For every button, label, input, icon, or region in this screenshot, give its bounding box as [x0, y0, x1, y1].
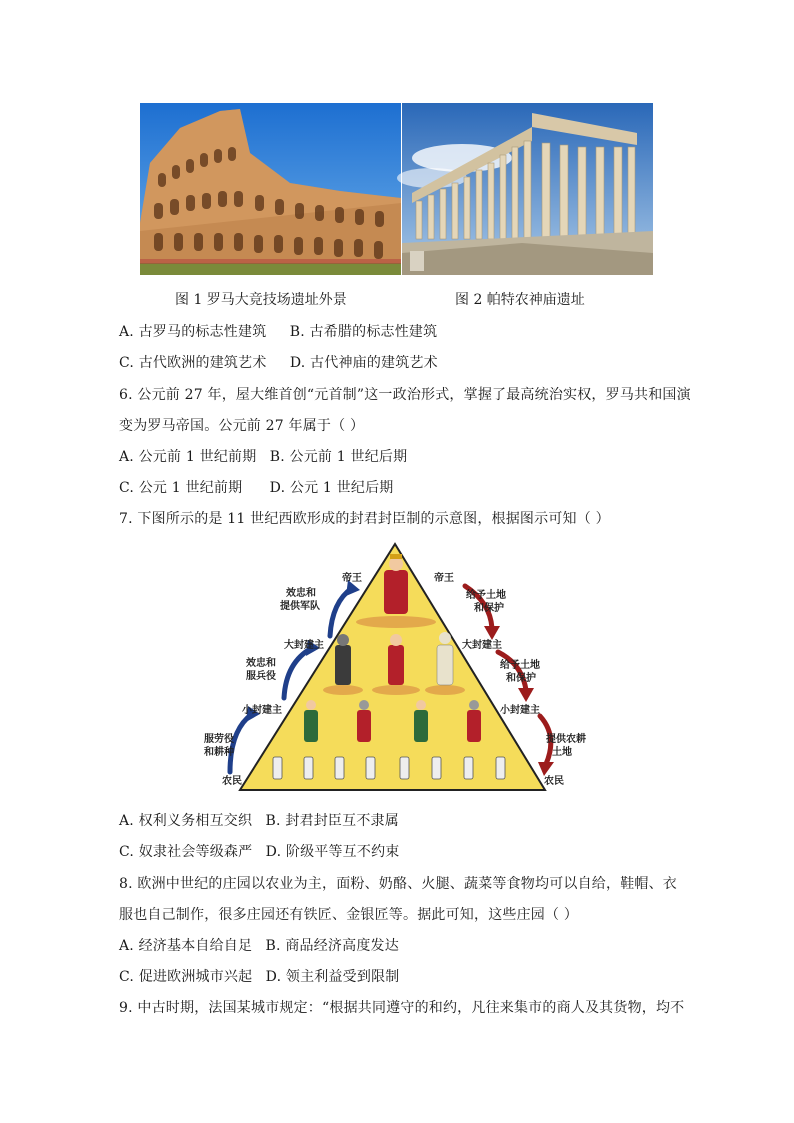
q6-option-b: B. 公元前 1 世纪后期: [269, 449, 408, 465]
label-left-small-lord: 小封建主: [242, 705, 282, 716]
down-arrow-3-text-2: 土地: [552, 747, 572, 758]
up-arrow-3-text-2: 和耕种: [204, 747, 234, 758]
q7-options-row-2: [119, 841, 399, 861]
up-arrow-2-text-2: 服兵役: [246, 671, 276, 682]
q5-option-a: A. 古罗马的标志性建筑: [119, 324, 267, 340]
label-right-peasant: 农民: [544, 776, 564, 787]
q7-option-a: A. 权利义务相互交织: [119, 813, 253, 829]
q8-options-row-2: [119, 966, 399, 986]
figure-1-caption: 图 1 罗马大竞技场遗址外景: [175, 292, 347, 308]
label-right-small-lord: 小封建主: [500, 705, 540, 716]
up-arrow-1-text-2: 提供军队: [280, 601, 320, 612]
down-arrow-2-text-1: 给予土地: [500, 660, 540, 671]
label-right-emperor: 帝王: [434, 573, 454, 584]
q6-options-row-1: [119, 446, 407, 466]
q8-stem-line-2: 服也自己制作，很多庄园还有铁匠、金银匠等。据此可知，这些庄园（ ）: [119, 907, 579, 923]
up-arrow-2-text-1: 效忠和: [246, 658, 276, 669]
parthenon-photo: [402, 103, 653, 275]
q9-stem-line-1: 9. 中古时期，法国某城市规定：“根据共同遵守的和约，凡往来集市的商人及其货物，均不: [119, 1000, 685, 1016]
q6-stem-line-1: 6. 公元前 27 年，屋大维首创“元首制”这一政治形式，掌握了最高统治实权，罗马共和国演: [119, 387, 691, 403]
q5-option-d: D. 古代神庙的建筑艺术: [289, 355, 438, 371]
q6-option-c: C. 公元 1 世纪前期: [119, 480, 243, 496]
colosseum-photo: [140, 103, 401, 275]
q8-option-c: C. 促进欧洲城市兴起: [119, 969, 253, 985]
down-arrow-2-text-2: 和保护: [506, 673, 536, 684]
label-left-emperor: 帝王: [342, 573, 362, 584]
q8-option-b: B. 商品经济高度发达: [265, 938, 399, 954]
up-arrow-1-text-1: 效忠和: [286, 588, 316, 599]
figure-2-caption: 图 2 帕特农神庙遗址: [455, 292, 585, 308]
q7-options-row-1: [119, 810, 399, 830]
label-right-great-lord: 大封建主: [462, 640, 502, 651]
q6-option-a: A. 公元前 1 世纪前期: [119, 449, 257, 465]
q5-options-row-2: [119, 352, 438, 372]
q6-option-d: D. 公元 1 世纪后期: [269, 480, 394, 496]
q7-option-b: B. 封君封臣互不隶属: [265, 813, 399, 829]
up-arrow-3-text-1: 服劳役: [204, 734, 234, 745]
feudal-pyramid-diagram: [200, 540, 586, 792]
label-left-great-lord: 大封建主: [284, 640, 324, 651]
down-arrow-3-text-1: 提供农耕: [546, 734, 586, 745]
q8-option-a: A. 经济基本自给自足: [119, 938, 253, 954]
q7-option-c: C. 奴隶社会等级森严: [119, 844, 253, 860]
q6-stem-line-2: 变为罗马帝国。公元前 27 年属于（ ）: [119, 418, 365, 434]
q5-option-c: C. 古代欧洲的建筑艺术: [119, 355, 267, 371]
down-arrow-1-text-2: 和保护: [474, 603, 504, 614]
q8-options-row-1: [119, 935, 399, 955]
q5-options-row-1: [119, 321, 437, 341]
label-left-peasant: 农民: [222, 776, 242, 787]
down-arrow-2: [498, 652, 526, 690]
q6-options-row-2: [119, 477, 393, 497]
q7-option-d: D. 阶级平等互不约束: [265, 844, 400, 860]
q8-option-d: D. 领主利益受到限制: [265, 969, 400, 985]
q5-option-b: B. 古希腊的标志性建筑: [289, 324, 438, 340]
q7-stem: 7. 下图所示的是 11 世纪西欧形成的封君封臣制的示意图，根据图示可知（ ）: [119, 511, 610, 527]
q8-stem-line-1: 8. 欧洲中世纪的庄园以农业为主，面粉、奶酪、火腿、蔬菜等食物均可以自给，鞋帽、衣: [119, 876, 678, 892]
down-arrow-1-text-1: 给予土地: [466, 590, 506, 601]
